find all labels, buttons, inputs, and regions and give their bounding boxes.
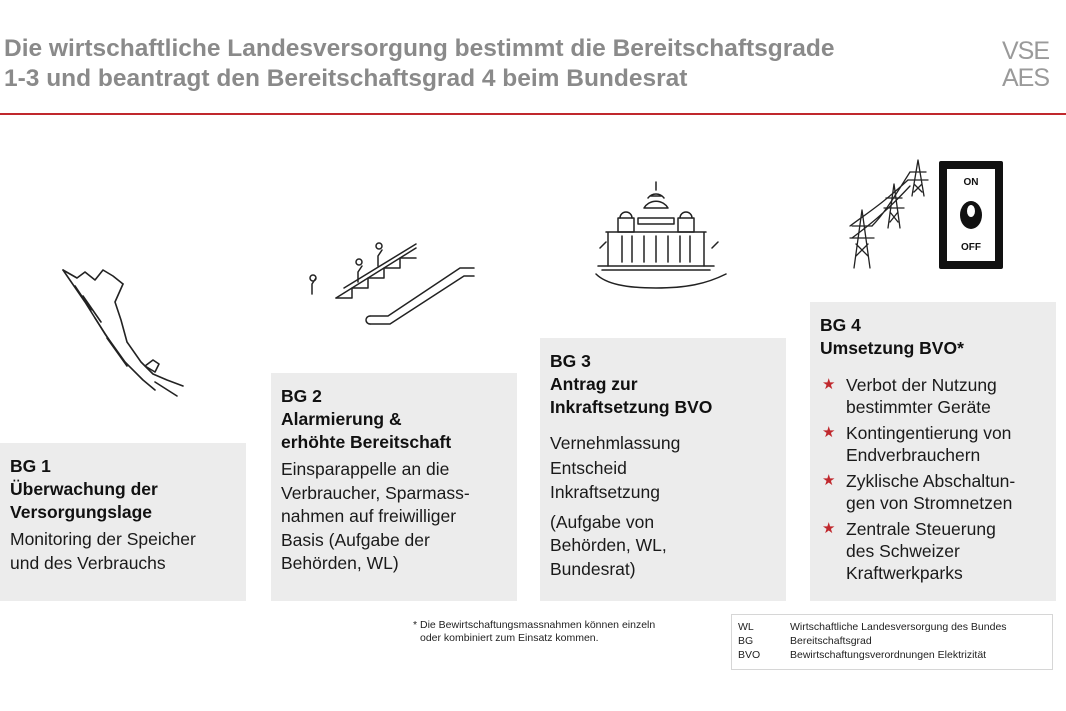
measure-line: Zyklische Abschaltun-: [846, 471, 1016, 491]
bg2-body: [281, 458, 507, 576]
bg4-label: BG 4: [820, 315, 861, 335]
footnote-line: * Die Bewirtschaftungsmassnahmen können einzeln: [413, 619, 656, 631]
bg3-card: [540, 338, 786, 601]
bg2-heading: [281, 385, 507, 454]
measure-item: [820, 422, 1046, 466]
measure-line: Verbot der Nutzung: [846, 375, 997, 395]
abbreviation-legend: [731, 614, 1053, 670]
measure-line: bestimmter Geräte: [846, 397, 991, 417]
measure-item: [820, 518, 1046, 584]
legend-abbr: WL: [738, 621, 754, 633]
bg1-title-1: Überwachung der: [10, 479, 158, 499]
footnote: [413, 619, 713, 645]
switch-lever-highlight: [967, 205, 975, 217]
bg4-measures-list: [820, 374, 1046, 584]
bg3-steps: [550, 431, 776, 505]
on-off-switch-icon: [938, 160, 1004, 270]
legend-row: [738, 620, 1046, 634]
bg2-body-line: Verbraucher, Sparmass-: [281, 482, 470, 503]
stairs-escalator-icon: [300, 232, 480, 332]
legend-text: Wirtschaftliche Landesversorgung des Bundes: [790, 621, 1007, 633]
title-divider: [0, 113, 1066, 115]
legend-abbr: BG: [738, 635, 754, 647]
bg3-heading: [550, 350, 776, 419]
bg2-body-line: Basis (Aufgabe der: [281, 529, 430, 550]
measure-line: des Schweizer: [846, 541, 960, 561]
bg3-responsibility: [550, 511, 776, 582]
bg2-body-line: Einsparappelle an die: [281, 459, 450, 479]
legend-text: Bereitschaftsgrad: [790, 635, 872, 647]
cliff-climber-icon: [55, 262, 195, 402]
vse-aes-logo: [1002, 38, 1058, 92]
bg3-title-2: Inkraftsetzung BVO: [550, 397, 713, 417]
bg2-title-2: erhöhte Bereitschaft: [281, 432, 452, 452]
bg4-heading: [820, 314, 1046, 360]
bg1-label: BG 1: [10, 456, 51, 476]
bg3-step: Inkraftsetzung: [550, 482, 660, 502]
bg2-card: [271, 373, 517, 601]
title-line-1: Die wirtschaftliche Landesversorgung bestimmt die Bereitschaftsgrade: [4, 35, 835, 62]
switch-on-label: ON: [963, 177, 979, 188]
bg3-label: BG 3: [550, 351, 591, 371]
bg3-step: Vernehmlassung: [550, 433, 681, 453]
bg2-title-1: Alarmierung &: [281, 409, 402, 429]
footnote-line: oder kombiniert zum Einsatz kommen.: [420, 632, 599, 644]
bg2-label: BG 2: [281, 386, 322, 406]
measure-line: Zentrale Steuerung: [846, 519, 996, 539]
bg1-heading: [10, 455, 236, 524]
star-bullet-icon: ★: [822, 520, 836, 537]
legend-abbr: BVO: [738, 649, 761, 661]
bg4-card: [810, 302, 1056, 601]
star-bullet-icon: ★: [822, 376, 836, 393]
measure-line: Endverbrauchern: [846, 445, 981, 465]
legend-text: Bewirtschaftungsverordnungen Elektrizität: [790, 649, 987, 661]
bg3-step: Entscheid: [550, 457, 627, 478]
measure-item: [820, 470, 1046, 514]
bg3-extra-line: Bundesrat): [550, 558, 636, 579]
legend-row: [738, 634, 1046, 648]
bg4-title: Umsetzung BVO*: [820, 338, 964, 358]
bg3-title-1: Antrag zur: [550, 374, 638, 394]
measure-line: Kontingentierung von: [846, 423, 1012, 443]
power-pylons-icon: [846, 156, 936, 271]
measure-line: Kraftwerkparks: [846, 563, 963, 583]
star-bullet-icon: ★: [822, 472, 836, 489]
switch-off-label: OFF: [961, 242, 981, 253]
page-title: [4, 34, 964, 94]
bg2-body-line: nahmen auf freiwilliger: [281, 506, 457, 526]
measure-item: [820, 374, 1046, 418]
legend-row: [738, 648, 1046, 662]
bg3-extra-line: (Aufgabe von: [550, 511, 655, 532]
bg1-body: [10, 528, 236, 575]
bg1-title-2: Versorgungslage: [10, 502, 152, 522]
bg1-body-line: und des Verbrauchs: [10, 552, 166, 573]
bg2-body-line: Behörden, WL): [281, 553, 399, 573]
title-line-2: 1-3 und beantragt den Bereitschaftsgrad 4 beim Bundesrat: [4, 65, 688, 92]
bg1-body-line: Monitoring der Speicher: [10, 529, 196, 549]
federal-palace-icon: [592, 178, 732, 298]
measure-line: gen von Stromnetzen: [846, 493, 1013, 513]
logo-line-1: VSE: [1002, 37, 1050, 65]
star-bullet-icon: ★: [822, 424, 836, 441]
bg3-extra-line: Behörden, WL,: [550, 535, 667, 555]
bg1-card: [0, 443, 246, 601]
logo-line-2: AES: [1002, 64, 1050, 92]
